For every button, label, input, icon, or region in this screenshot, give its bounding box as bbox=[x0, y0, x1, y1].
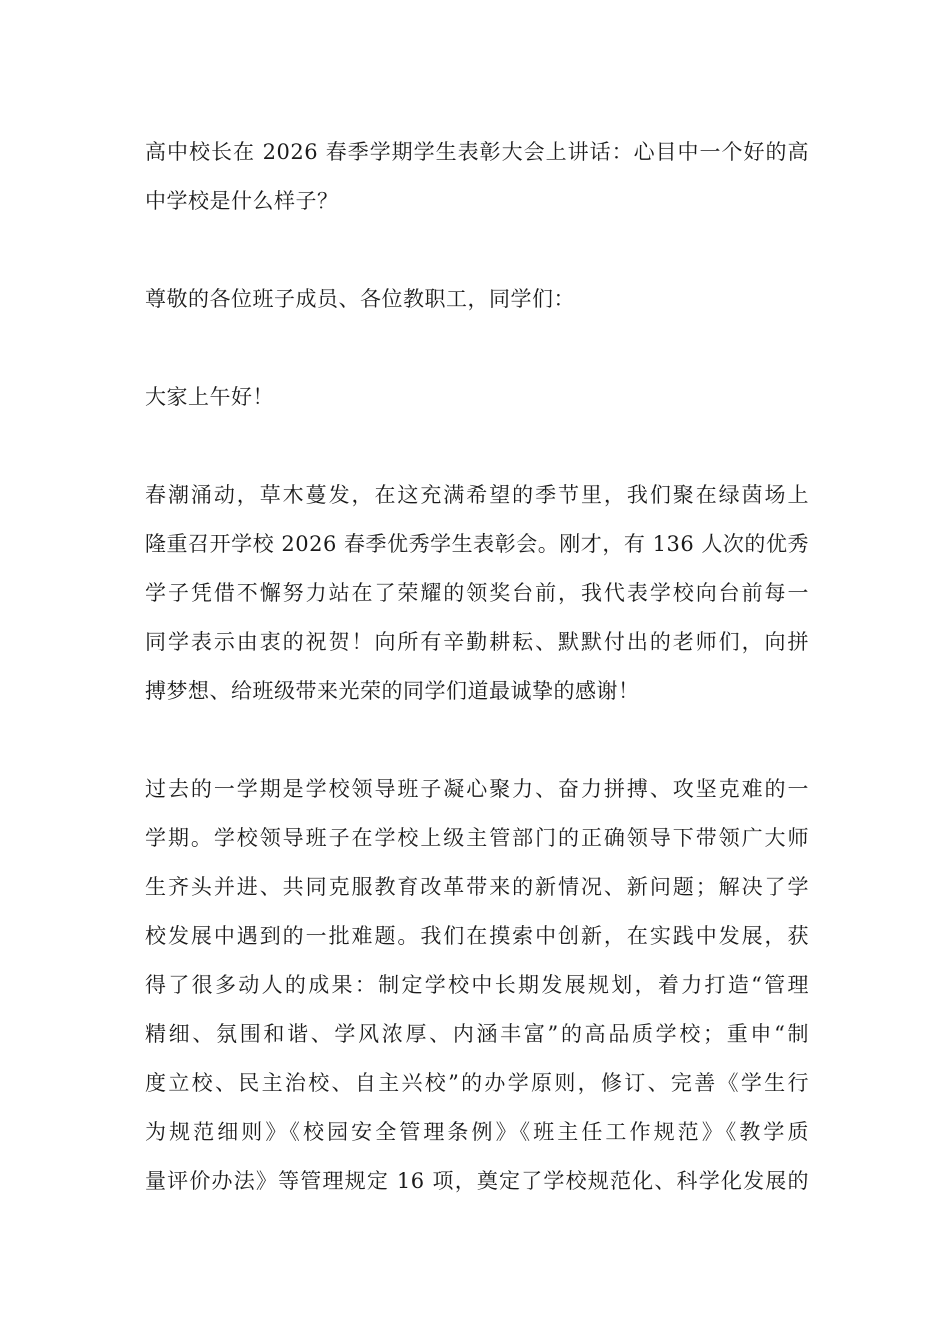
paragraph-line: 校发展中遇到的一批难题。我们在摸索中创新，在实践中发展，获 bbox=[145, 924, 809, 948]
paragraph-line: 同学表示由衷的祝贺！向所有辛勤耕耘、默默付出的老师们，向拼 bbox=[145, 630, 809, 654]
paragraph-line: 生齐头并进、共同克服教育改革带来的新情况、新问题；解决了学 bbox=[145, 875, 809, 899]
paragraph-line: 春潮涌动，草木蔓发，在这充满希望的季节里，我们聚在绿茵场上 bbox=[145, 483, 809, 507]
paragraph-line: 得了很多动人的成果：制定学校中长期发展规划，着力打造“管理 bbox=[145, 973, 809, 997]
salutation: 尊敬的各位班子成员、各位教职工，同学们： bbox=[145, 287, 575, 311]
greeting: 大家上午好！ bbox=[145, 385, 274, 409]
paragraph-line: 为规范细则》《校园安全管理条例》《班主任工作规范》《教学质 bbox=[145, 1120, 809, 1144]
paragraph-2 bbox=[145, 765, 809, 1206]
document-page bbox=[145, 128, 809, 1206]
title-line: 高中校长在 2026 春季学期学生表彰大会上讲话：心目中一个好的高 bbox=[145, 140, 809, 164]
document-title bbox=[145, 128, 809, 226]
paragraph-line: 隆重召开学校 2026 春季优秀学生表彰会。刚才，有 136 人次的优秀 bbox=[145, 532, 809, 556]
title-line: 中学校是什么样子？ bbox=[145, 189, 339, 213]
paragraph-line: 度立校、民主治校、自主兴校”的办学原则，修订、完善《学生行 bbox=[145, 1071, 809, 1095]
paragraph-line: 精细、氛围和谐、学风浓厚、内涵丰富”的高品质学校；重申“制 bbox=[145, 1022, 809, 1046]
paragraph-line: 学子凭借不懈努力站在了荣耀的领奖台前，我代表学校向台前每一 bbox=[145, 581, 809, 605]
paragraph-line: 量评价办法》等管理规定 16 项，奠定了学校规范化、科学化发展的 bbox=[145, 1169, 809, 1193]
paragraph-line: 搏梦想、给班级带来光荣的同学们道最诚挚的感谢！ bbox=[145, 679, 640, 703]
paragraph-1 bbox=[145, 471, 809, 716]
paragraph-line: 过去的一学期是学校领导班子凝心聚力、奋力拼搏、攻坚克难的一 bbox=[145, 777, 809, 801]
paragraph-line: 学期。学校领导班子在学校上级主管部门的正确领导下带领广大师 bbox=[145, 826, 809, 850]
